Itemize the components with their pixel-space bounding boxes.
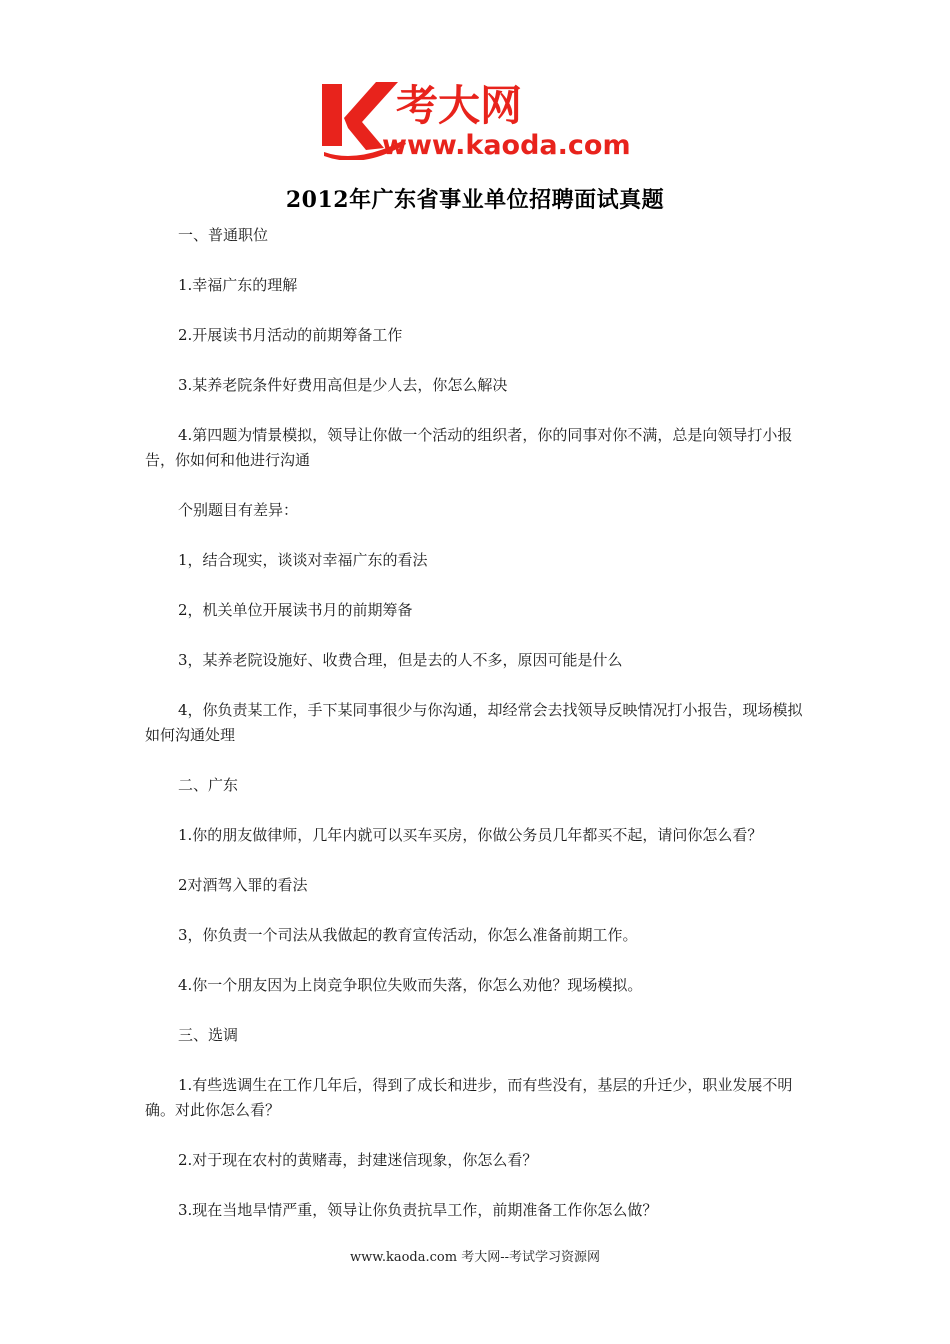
page-footer: www.kaoda.com 考大网--考试学习资源网 (350, 1250, 600, 1265)
paragraph: 2.开展读书月活动的前期筹备工作 (178, 326, 403, 344)
paragraph: 3，某养老院设施好、收费合理，但是去的人不多，原因可能是什么 (178, 651, 623, 669)
paragraph: 3.现在当地旱情严重，领导让你负责抗旱工作，前期准备工作你怎么做？ (178, 1201, 658, 1219)
paragraph: 2.对于现在农村的黄赌毒，封建迷信现象，你怎么看？ (178, 1151, 538, 1169)
paragraph: 4，你负责某工作，手下某同事很少与你沟通，却经常会去找领导反映情况打小报告，现场模拟如何沟通处理 (145, 701, 803, 744)
logo-brand-text: 考大网 (396, 81, 523, 130)
paragraph: 1.有些选调生在工作几年后，得到了成长和进步，而有些没有，基层的升迁少，职业发展不明确。对此你怎么看？ (145, 1076, 793, 1119)
page-title: 2012年广东省事业单位招聘面试真题 (285, 187, 665, 213)
kaoda-logo (318, 78, 640, 160)
paragraph: 1.幸福广东的理解 (178, 276, 298, 294)
document-body (145, 223, 813, 1248)
paragraph: 2，机关单位开展读书月的前期筹备 (178, 601, 413, 619)
paragraph: 3，你负责一个司法从我做起的教育宣传活动，你怎么准备前期工作。 (178, 926, 638, 944)
paragraph: 二、广东 (178, 776, 239, 794)
paragraph: 3.某养老院条件好费用高但是少人去，你怎么解决 (178, 376, 508, 394)
k-mark-stem (322, 84, 342, 146)
paragraph: 个别题目有差异： (178, 501, 299, 519)
paragraph: 2对酒驾入罪的看法 (178, 876, 308, 894)
paragraph: 三、选调 (178, 1026, 239, 1044)
paragraph: 1，结合现实，谈谈对幸福广东的看法 (178, 551, 428, 569)
paragraph: 4.第四题为情景模拟，领导让你做一个活动的组织者，你的同事对你不满，总是向领导打小报告，你如何和他进行沟通 (145, 426, 793, 469)
paragraph: 1.你的朋友做律师，几年内就可以买车买房，你做公务员几年都买不起，请问你怎么看？ (178, 826, 763, 844)
paragraph: 一、普通职位 (178, 226, 269, 244)
logo-url-text: www.kaoda.com (382, 130, 631, 160)
paragraph: 4.你一个朋友因为上岗竞争职位失败而失落，你怎么劝他？现场模拟。 (178, 976, 643, 994)
kaoda-logo-graphic (318, 78, 640, 160)
